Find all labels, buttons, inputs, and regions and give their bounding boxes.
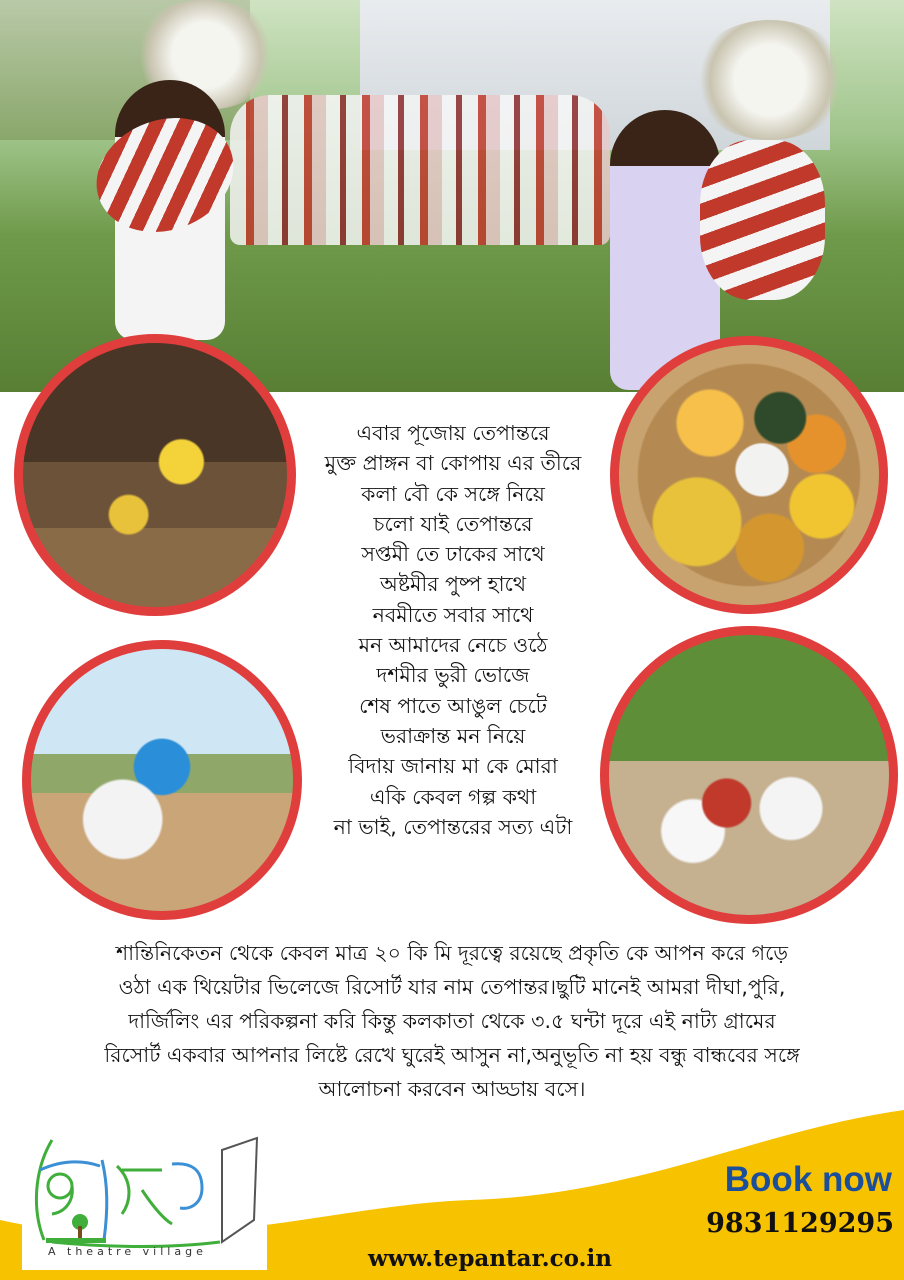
poem-line: না ভাই, তেপান্তরের সত্য এটা: [333, 814, 573, 839]
poem-line: একি কেবল গল্প কথা: [369, 784, 537, 809]
circle-photo-procession: [22, 640, 302, 920]
poem-line: কলা বৌ কে সঙ্গে নিয়ে: [361, 481, 545, 506]
description-line: শান্তিনিকেতন থেকে কেবল মাত্র ২০ কি মি দূরত্বে রয়েছে প্রকৃতি কে আপন করে গড়ে: [116, 941, 788, 965]
description-paragraph: [0, 936, 904, 1106]
description-line: আলোচনা করবেন আড্ডায় বসে।: [318, 1077, 586, 1101]
poem-line: সপ্তমী তে ঢাকের সাথে: [361, 542, 545, 567]
hero-crowd: [230, 95, 610, 245]
website-link[interactable]: www.tepantar.co.in: [367, 1245, 612, 1272]
hero-drum-right: [700, 140, 825, 300]
description-line: দার্জিলিং এর পরিকল্পনা করি কিন্তু কলকাতা থেকে ৩.৫ ঘন্টা দূরে এই নাট্য গ্রামের: [128, 1009, 776, 1033]
circle-photo-baul-performance: [14, 334, 296, 616]
book-now-button[interactable]: Book now: [724, 1160, 892, 1199]
poem-line: নবমীতে সবার সাথে: [372, 602, 534, 627]
hero-photo-dancers: [0, 0, 904, 392]
description-line: রিসোর্ট একবার আপনার লিষ্টে রেখে ঘুরেই আসুন না,অনুভূতি না হয় বন্ধু বান্ধবের সঙ্গে: [104, 1043, 800, 1067]
poem-line: বিদায় জানায় মা কে মোরা: [348, 754, 558, 779]
circle-photo-women-celebration: [600, 626, 898, 924]
logo-tagline: A theatre village: [48, 1245, 207, 1258]
poem-line: দশমীর ভুরী ভোজে: [376, 663, 530, 688]
poem-line: মুক্ত প্রাঙ্গন বা কোপায় এর তীরে: [324, 451, 582, 476]
poem-line: চলো যাই তেপান্তরে: [373, 511, 533, 536]
poem-block: [296, 418, 610, 842]
description-line: ওঠা এক থিয়েটার ভিলেজে রিসোর্ট যার নাম তেপান্তর।ছুটি মানেই আমরা দীঘা,পুরি,: [118, 975, 786, 999]
poem-line: মন আমাদের নেচে ওঠে: [358, 633, 548, 658]
hero-headdress-right: [690, 20, 850, 140]
phone-number[interactable]: 9831129295: [706, 1208, 894, 1239]
poem-line: অষ্টমীর পুষ্প হাথে: [379, 572, 527, 597]
circle-photo-thali-meal: [610, 336, 888, 614]
poem-line: শেষ পাতে আঙুল চেটে: [359, 693, 547, 718]
poem-line: ভরাক্রান্ত মন নিয়ে: [380, 723, 526, 748]
poem-line: এবার পূজোয় তেপান্তরে: [356, 421, 550, 445]
